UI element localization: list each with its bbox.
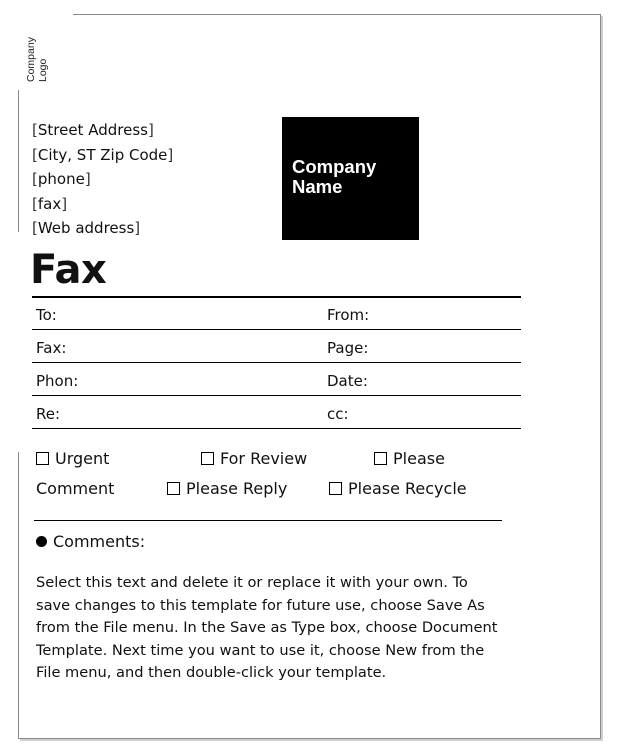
comments-body[interactable]: Select this text and delete it or replace it with your own. To save changes to this template for future use, choose Save As from the File menu. In the Save as Type box, choose Document Template. Next time you want to use it, choose New from the File menu, and then double-click your template. — [36, 574, 498, 682]
page-shadow-right — [601, 16, 603, 741]
please-reply-checkbox[interactable] — [167, 482, 180, 495]
row-divider — [32, 428, 521, 429]
street-address-line[interactable]: [Street Address] — [32, 121, 154, 139]
fields-row-phone-date — [32, 364, 521, 396]
please-recycle-checkbox[interactable] — [329, 482, 342, 495]
phone-line[interactable]: [phone] — [32, 170, 91, 188]
fax-label[interactable]: Fax: — [36, 339, 67, 357]
to-label[interactable]: To: — [36, 306, 57, 324]
margin-marker-top — [18, 90, 19, 232]
comments-divider — [34, 520, 502, 521]
please-reply-option[interactable] — [167, 474, 287, 504]
bullet-icon — [36, 536, 47, 547]
company-logo-placeholder[interactable]: Company Logo — [25, 37, 49, 82]
page-title: Fax — [30, 247, 107, 293]
company-name-box[interactable] — [282, 117, 419, 240]
please-comment-label-continued: Comment — [36, 479, 115, 498]
for-review-option[interactable] — [201, 444, 307, 474]
urgent-checkbox[interactable] — [36, 452, 49, 465]
date-label[interactable]: Date: — [327, 372, 368, 390]
margin-marker-bottom — [18, 452, 19, 739]
page-border-top — [73, 14, 601, 15]
web-line[interactable]: [Web address] — [32, 219, 141, 237]
for-review-label: For Review — [220, 449, 308, 468]
please-comment-label: Please — [393, 449, 445, 468]
phone-value: phone — [37, 170, 85, 188]
comments-heading-label: Comments: — [53, 532, 146, 551]
please-comment-checkbox[interactable] — [374, 452, 387, 465]
fields-row-re-cc — [32, 397, 521, 429]
urgent-label: Urgent — [55, 449, 110, 468]
company-name: Company Name — [292, 156, 377, 197]
fields-row-fax-page — [32, 331, 521, 363]
cc-label[interactable]: cc: — [327, 405, 349, 423]
from-label[interactable]: From: — [327, 306, 370, 324]
city-state-zip: City, ST Zip Code — [37, 145, 168, 164]
row-divider — [32, 395, 521, 396]
row-divider — [32, 362, 521, 363]
row-divider — [32, 329, 521, 330]
fax-value: fax — [37, 194, 62, 213]
please-comment-continuation — [36, 474, 114, 504]
sender-address-block — [32, 118, 173, 241]
please-reply-label: Please Reply — [186, 479, 288, 498]
fax-line[interactable]: [fax] — [32, 194, 68, 213]
please-recycle-option[interactable] — [329, 474, 467, 504]
phone-label[interactable]: Phon: — [36, 372, 79, 390]
fields-row-to-from — [32, 298, 521, 330]
page-label[interactable]: Page: — [327, 339, 369, 357]
street-address: Street Address — [37, 121, 148, 139]
city-line[interactable]: [City, ST Zip Code] — [32, 145, 174, 164]
web-address: Web address — [37, 219, 135, 237]
comments-heading — [36, 532, 145, 552]
re-label[interactable]: Re: — [36, 405, 61, 423]
for-review-checkbox[interactable] — [201, 452, 214, 465]
urgent-option[interactable] — [36, 444, 109, 474]
please-recycle-label: Please Recycle — [348, 479, 467, 498]
please-comment-option[interactable] — [374, 444, 445, 474]
page-shadow-bottom — [20, 739, 603, 741]
